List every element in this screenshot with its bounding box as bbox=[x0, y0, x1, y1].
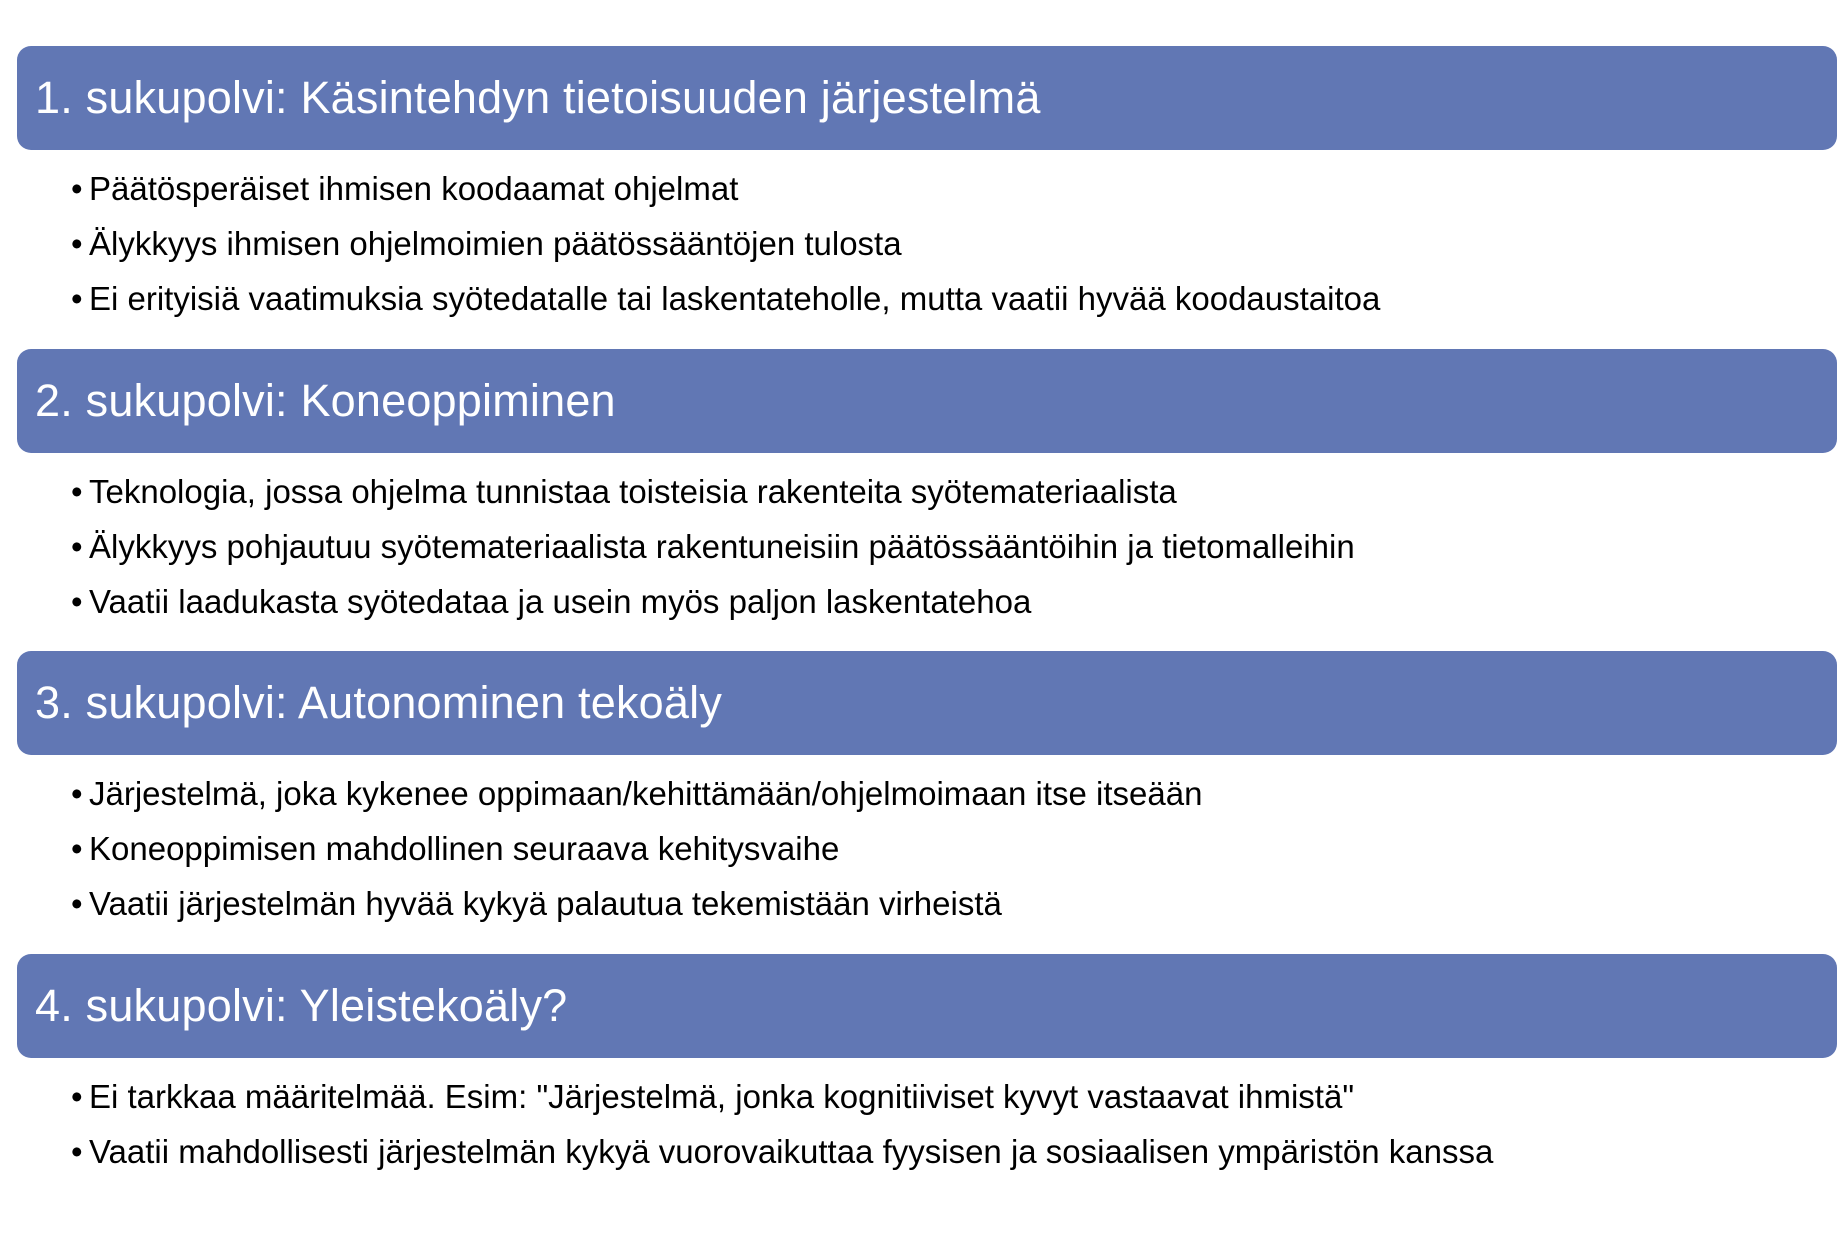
bullet-dot-icon: • bbox=[71, 1078, 83, 1115]
generation-1-title: 1. sukupolvi: Käsintehdyn tietoisuuden järjestelmä bbox=[35, 72, 1041, 123]
generation-2-title: 2. sukupolvi: Koneoppiminen bbox=[35, 375, 616, 426]
bullet-dot-icon: • bbox=[71, 830, 83, 867]
bullet-dot-icon: • bbox=[71, 775, 83, 812]
bullet-item bbox=[71, 216, 1837, 271]
bullet-item bbox=[71, 766, 1837, 821]
bullet-item bbox=[71, 161, 1837, 216]
bullet-item bbox=[71, 876, 1837, 931]
bullet-item bbox=[71, 1124, 1837, 1179]
generation-1 bbox=[17, 46, 1837, 326]
bullet-text: Vaatii mahdollisesti järjestelmän kykyä vuorovaikuttaa fyysisen ja sosiaalisen ympäristön kanssa bbox=[89, 1133, 1494, 1170]
bullet-text: Ei erityisiä vaatimuksia syötedatalle tai laskentateholle, mutta vaatii hyvää koodaustaitoa bbox=[89, 280, 1381, 317]
bullet-text: Ei tarkkaa määritelmää. Esim: "Järjestelmä, jonka kognitiiviset kyvyt vastaavat ihmistä" bbox=[89, 1078, 1355, 1115]
bullet-dot-icon: • bbox=[71, 170, 83, 207]
bullet-text: Järjestelmä, joka kykenee oppimaan/kehittämään/ohjelmoimaan itse itseään bbox=[89, 775, 1203, 812]
bullet-item bbox=[71, 519, 1837, 574]
bullet-text: Älykkyys pohjautuu syötemateriaalista rakentuneisiin päätössääntöihin ja tietomalleihin bbox=[89, 528, 1355, 565]
generation-2-header bbox=[17, 349, 1837, 453]
bullet-text: Vaatii laadukasta syötedataa ja usein myös paljon laskentatehoa bbox=[89, 583, 1032, 620]
bullet-text: Teknologia, jossa ohjelma tunnistaa toisteisia rakenteita syötemateriaalista bbox=[89, 473, 1177, 510]
bullet-text: Vaatii järjestelmän hyvää kykyä palautua tekemistään virheistä bbox=[89, 885, 1002, 922]
bullet-dot-icon: • bbox=[71, 528, 83, 565]
bullet-item bbox=[71, 574, 1837, 629]
bullet-dot-icon: • bbox=[71, 885, 83, 922]
generation-4 bbox=[17, 954, 1837, 1179]
generation-3 bbox=[17, 651, 1837, 931]
generation-4-header bbox=[17, 954, 1837, 1058]
generation-3-bullet-list bbox=[17, 755, 1837, 931]
bullet-text: Älykkyys ihmisen ohjelmoimien päätössääntöjen tulosta bbox=[89, 225, 902, 262]
bullet-dot-icon: • bbox=[71, 583, 83, 620]
generation-1-header bbox=[17, 46, 1837, 150]
bullet-dot-icon: • bbox=[71, 1133, 83, 1170]
generation-2-bullet-list bbox=[17, 453, 1837, 629]
generation-3-header bbox=[17, 651, 1837, 755]
bullet-dot-icon: • bbox=[71, 225, 83, 262]
bullet-item bbox=[71, 1069, 1837, 1124]
bullet-dot-icon: • bbox=[71, 473, 83, 510]
generation-4-title: 4. sukupolvi: Yleistekoäly? bbox=[35, 980, 568, 1031]
generation-1-bullet-list bbox=[17, 150, 1837, 326]
generation-2 bbox=[17, 349, 1837, 629]
bullet-dot-icon: • bbox=[71, 280, 83, 317]
generation-3-title: 3. sukupolvi: Autonominen tekoäly bbox=[35, 677, 723, 728]
bullet-text: Koneoppimisen mahdollinen seuraava kehitysvaihe bbox=[89, 830, 840, 867]
bullet-text: Päätösperäiset ihmisen koodaamat ohjelmat bbox=[89, 170, 739, 207]
bullet-item bbox=[71, 821, 1837, 876]
bullet-item bbox=[71, 271, 1837, 326]
bullet-item bbox=[71, 464, 1837, 519]
generation-4-bullet-list bbox=[17, 1058, 1837, 1179]
